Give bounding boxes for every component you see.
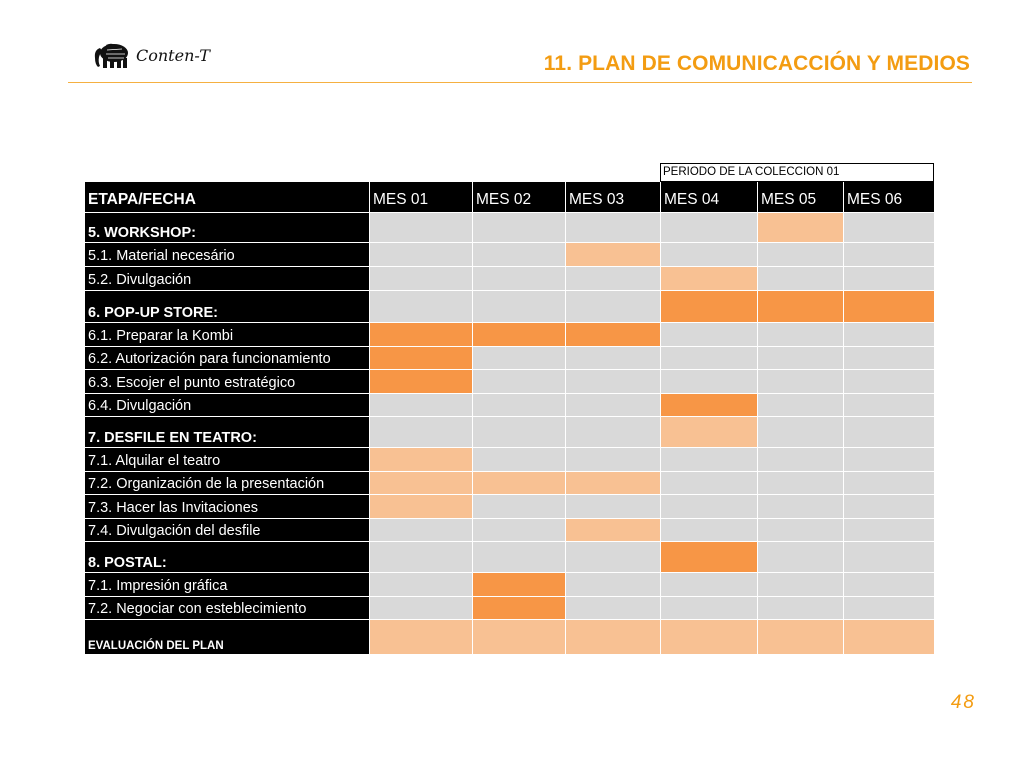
schedule-cell-light	[565, 518, 660, 541]
schedule-cell-light	[565, 471, 660, 494]
row-divider	[85, 212, 934, 213]
schedule-cell-empty	[472, 290, 565, 322]
schedule-cell-empty	[757, 447, 843, 471]
row-divider	[85, 572, 934, 573]
schedule-cell-light	[660, 619, 757, 654]
row-label: 7. DESFILE EN TEATRO:	[85, 416, 369, 447]
schedule-cell-empty	[472, 416, 565, 447]
schedule-cell-strong	[369, 322, 472, 346]
schedule-cell-empty	[565, 447, 660, 471]
schedule-cell-empty	[660, 572, 757, 596]
schedule-cell-empty	[472, 212, 565, 242]
row-divider	[85, 322, 934, 323]
row-label: 7.2. Negociar con esteblecimiento	[85, 596, 369, 619]
schedule-cell-strong	[843, 290, 934, 322]
schedule-cell-empty	[843, 393, 934, 416]
schedule-cell-light	[757, 212, 843, 242]
schedule-cell-light	[843, 619, 934, 654]
row-label: 7.2. Organización de la presentación	[85, 471, 369, 494]
schedule-cell-empty	[843, 471, 934, 494]
page-number: 48	[950, 692, 976, 713]
schedule-cell-light	[369, 494, 472, 518]
schedule-cell-empty	[660, 242, 757, 266]
schedule-cell-empty	[565, 266, 660, 290]
row-divider	[85, 393, 934, 394]
schedule-cell-strong	[660, 290, 757, 322]
schedule-cell-empty	[660, 494, 757, 518]
schedule-cell-empty	[757, 518, 843, 541]
schedule-cell-empty	[472, 266, 565, 290]
row-label: 5.2. Divulgación	[85, 266, 369, 290]
column-divider	[472, 182, 473, 654]
schedule-cell-empty	[757, 416, 843, 447]
brand-name: Conten-T	[136, 45, 210, 65]
schedule-cell-empty	[843, 369, 934, 393]
schedule-cell-empty	[843, 322, 934, 346]
row-label: 6.4. Divulgación	[85, 393, 369, 416]
row-divider	[85, 346, 934, 347]
row-label: 6. POP-UP STORE:	[85, 290, 369, 322]
schedule-cell-empty	[369, 596, 472, 619]
row-label: EVALUACIÓN DEL PLAN	[85, 619, 369, 654]
schedule-cell-light	[472, 619, 565, 654]
schedule-cell-empty	[369, 212, 472, 242]
column-divider	[843, 182, 844, 654]
schedule-cell-empty	[472, 541, 565, 572]
schedule-cell-light	[369, 619, 472, 654]
schedule-cell-strong	[472, 596, 565, 619]
schedule-cell-empty	[369, 266, 472, 290]
schedule-cell-empty	[660, 471, 757, 494]
row-divider	[85, 619, 934, 620]
month-header-2: MES 02	[476, 191, 532, 208]
schedule-cell-empty	[757, 266, 843, 290]
row-label: 6.2. Autorización para funcionamiento	[85, 346, 369, 369]
schedule-cell-strong	[660, 393, 757, 416]
schedule-cell-empty	[565, 416, 660, 447]
schedule-cell-empty	[472, 393, 565, 416]
schedule-cell-empty	[472, 518, 565, 541]
schedule-cell-empty	[843, 541, 934, 572]
schedule-cell-light	[565, 619, 660, 654]
schedule-cell-empty	[757, 471, 843, 494]
schedule-cell-light	[369, 447, 472, 471]
schedule-cell-empty	[565, 596, 660, 619]
schedule-cell-empty	[843, 518, 934, 541]
schedule-cell-empty	[565, 572, 660, 596]
schedule-cell-strong	[565, 322, 660, 346]
schedule-cell-empty	[369, 242, 472, 266]
schedule-cell-light	[660, 416, 757, 447]
schedule-cell-light	[757, 619, 843, 654]
row-label: 7.1. Impresión gráfica	[85, 572, 369, 596]
schedule-cell-empty	[757, 596, 843, 619]
schedule-cell-empty	[843, 242, 934, 266]
schedule-cell-empty	[369, 393, 472, 416]
schedule-cell-empty	[565, 212, 660, 242]
row-divider	[85, 369, 934, 370]
schedule-cell-strong	[369, 346, 472, 369]
brand-logo	[92, 40, 210, 70]
schedule-cell-empty	[369, 572, 472, 596]
schedule-cell-strong	[757, 290, 843, 322]
schedule-cell-empty	[757, 393, 843, 416]
column-divider	[660, 182, 661, 654]
schedule-cell-light	[472, 471, 565, 494]
schedule-cell-empty	[757, 322, 843, 346]
schedule-cell-empty	[757, 369, 843, 393]
schedule-cell-empty	[843, 416, 934, 447]
schedule-cell-empty	[843, 346, 934, 369]
schedule-cell-empty	[660, 447, 757, 471]
schedule-cell-empty	[757, 242, 843, 266]
schedule-cell-empty	[660, 322, 757, 346]
header-divider	[68, 82, 972, 83]
schedule-cell-empty	[660, 596, 757, 619]
row-divider	[85, 494, 934, 495]
row-divider	[85, 518, 934, 519]
schedule-cell-empty	[472, 242, 565, 266]
schedule-cell-light	[660, 266, 757, 290]
schedule-cell-empty	[660, 346, 757, 369]
schedule-cell-empty	[843, 596, 934, 619]
schedule-cell-empty	[369, 290, 472, 322]
row-label: 6.1. Preparar la Kombi	[85, 322, 369, 346]
page-title: 11. PLAN DE COMUNICACCIÓN Y MEDIOS	[543, 52, 970, 75]
schedule-cell-empty	[565, 369, 660, 393]
period-label: PERIODO DE LA COLECCION 01	[663, 166, 840, 178]
schedule-cell-empty	[660, 212, 757, 242]
row-divider	[85, 596, 934, 597]
schedule-cell-empty	[565, 541, 660, 572]
row-divider	[85, 447, 934, 448]
schedule-cell-empty	[843, 266, 934, 290]
row-divider	[85, 266, 934, 267]
schedule-cell-strong	[472, 572, 565, 596]
schedule-cell-empty	[757, 494, 843, 518]
schedule-cell-empty	[369, 416, 472, 447]
row-label: 5.1. Material necesário	[85, 242, 369, 266]
schedule-cell-empty	[757, 541, 843, 572]
column-divider	[565, 182, 566, 654]
row-divider	[85, 471, 934, 472]
schedule-cell-strong	[660, 541, 757, 572]
schedule-cell-light	[565, 242, 660, 266]
schedule-cell-empty	[843, 494, 934, 518]
schedule-cell-empty	[565, 346, 660, 369]
schedule-cell-empty	[472, 346, 565, 369]
row-label: 8. POSTAL:	[85, 541, 369, 572]
schedule-cell-strong	[369, 369, 472, 393]
row-divider	[85, 290, 934, 291]
month-header-1: MES 01	[373, 191, 429, 208]
schedule-cell-empty	[369, 518, 472, 541]
schedule-cell-empty	[660, 518, 757, 541]
schedule-cell-empty	[843, 447, 934, 471]
row-label: 5. WORKSHOP:	[85, 212, 369, 242]
column-divider	[369, 182, 370, 654]
schedule-cell-empty	[369, 541, 472, 572]
row-label: 7.3. Hacer las Invitaciones	[85, 494, 369, 518]
schedule-cell-empty	[565, 290, 660, 322]
schedule-cell-empty	[843, 212, 934, 242]
row-label: 6.3. Escojer el punto estratégico	[85, 369, 369, 393]
month-header-3: MES 03	[569, 191, 625, 208]
month-header-4: MES 04	[664, 191, 720, 208]
schedule-cell-light	[369, 471, 472, 494]
month-header-6: MES 06	[847, 191, 903, 208]
schedule-cell-empty	[660, 369, 757, 393]
schedule-cell-empty	[472, 494, 565, 518]
row-label: 7.1. Alquilar el teatro	[85, 447, 369, 471]
row-label: 7.4. Divulgación del desfile	[85, 518, 369, 541]
schedule-cell-empty	[565, 494, 660, 518]
month-header-5: MES 05	[761, 191, 817, 208]
schedule-cell-empty	[472, 369, 565, 393]
schedule-cell-strong	[472, 322, 565, 346]
schedule-cell-empty	[843, 572, 934, 596]
schedule-cell-empty	[757, 346, 843, 369]
schedule-cell-empty	[757, 572, 843, 596]
row-divider	[85, 416, 934, 417]
stage-header: ETAPA/FECHA	[88, 191, 196, 208]
elephant-icon	[92, 40, 132, 70]
row-divider	[85, 541, 934, 542]
schedule-cell-empty	[565, 393, 660, 416]
column-divider	[757, 182, 758, 654]
schedule-cell-empty	[472, 447, 565, 471]
row-divider	[85, 242, 934, 243]
